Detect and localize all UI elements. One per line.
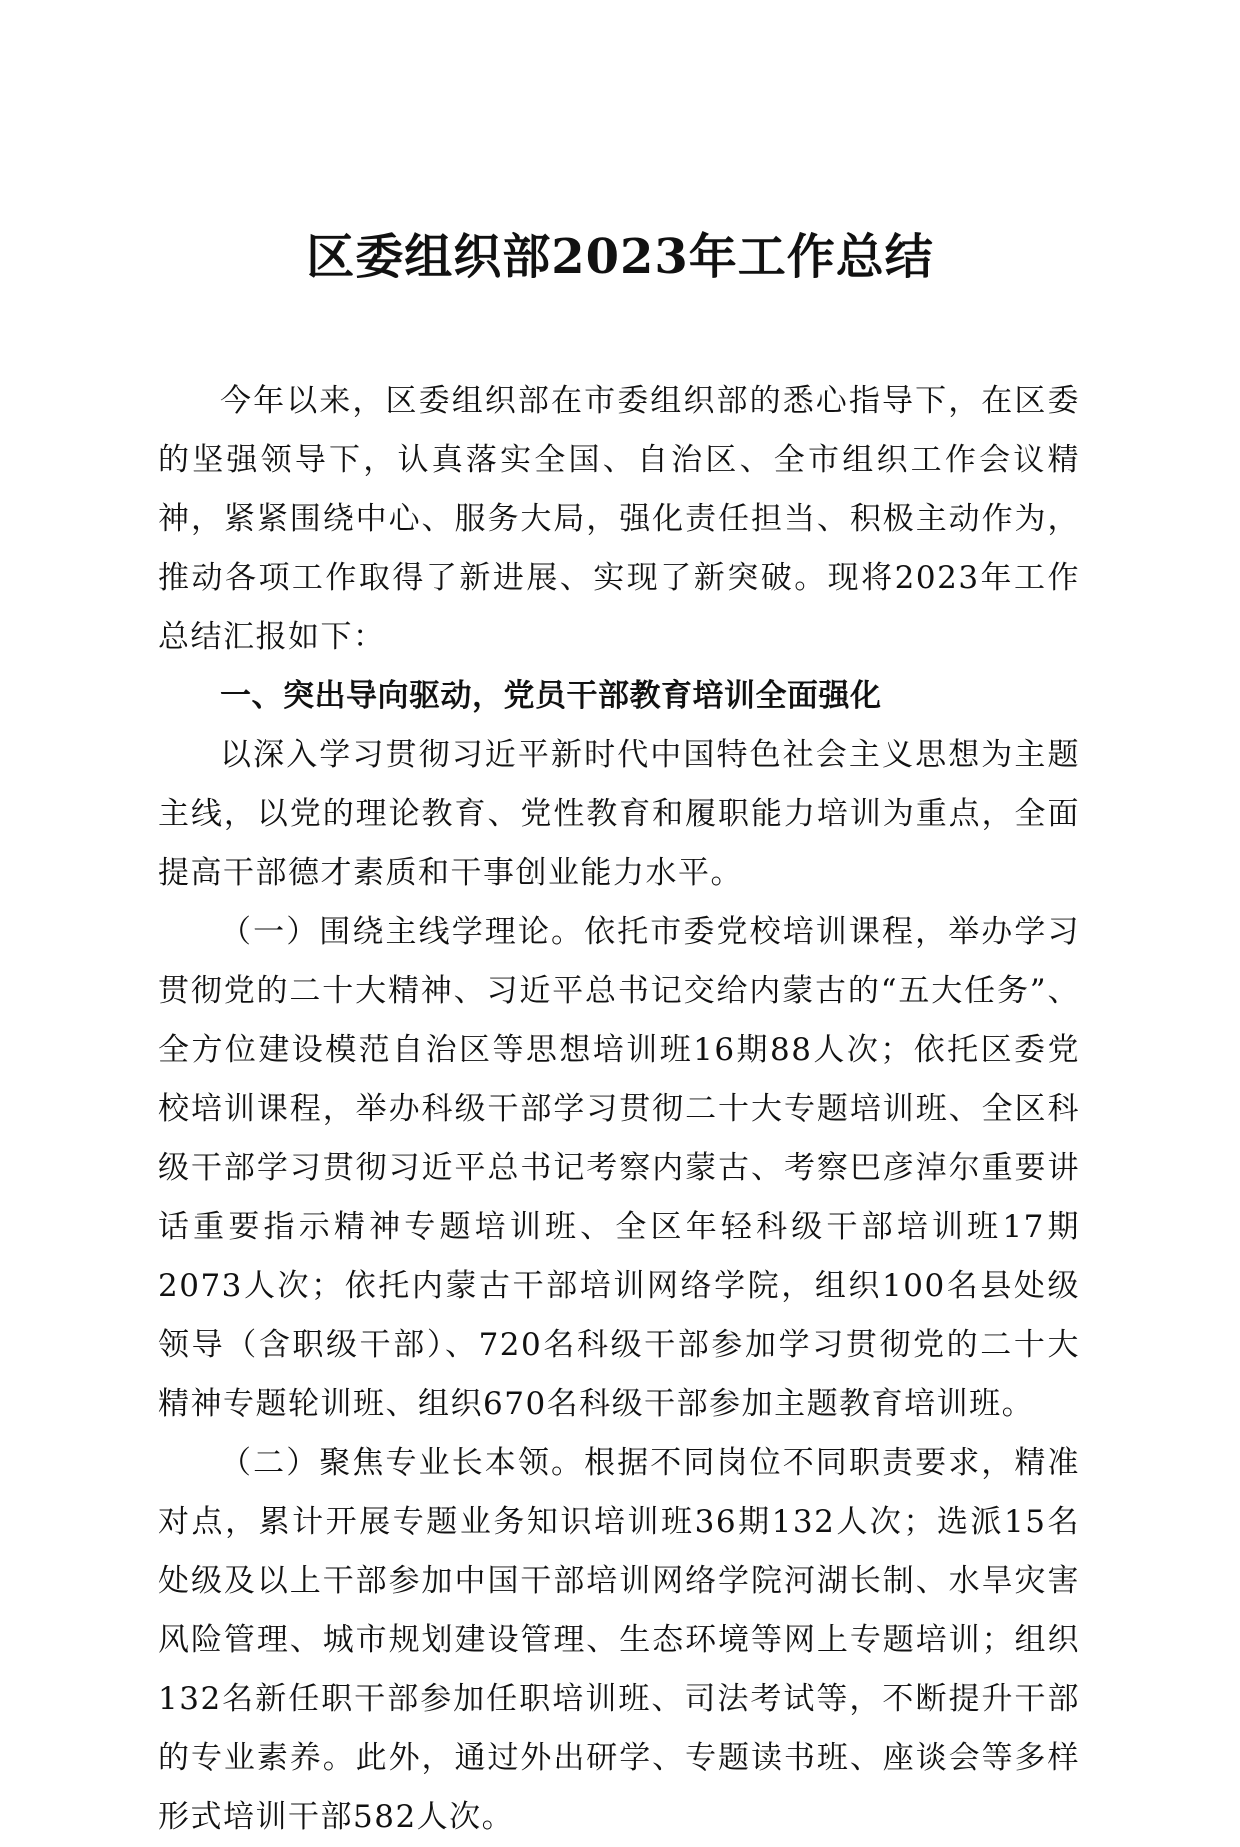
subsection-2-paragraph: （二）聚焦专业长本领。根据不同岗位不同职责要求，精准对点，累计开展专题业务知识培训班36期132人次；选派15名处级及以上干部参加中国干部培训网络学院河湖长制、水旱灾害风险管理、城市规划建设管理、生态环境等网上专题培训；组织132名新任职干部参加任职培训班、司法考试等，不断提升干部的专业素养。此外，通过外出研学、专题读书班、座谈会等多样形式培训干部582人次。	[158, 1445, 1080, 1835]
section-heading-1: 一、突出导向驱动，党员干部教育培训全面强化	[220, 678, 882, 714]
document-body	[158, 372, 1080, 1847]
subsection-1-paragraph: （一）围绕主线学理论。依托市委党校培训课程，举办学习贯彻党的二十大精神、习近平总书记交给内蒙古的“五大任务”、全方位建设模范自治区等思想培训班16期88人次；依托区委党校培训课程，举办科级干部学习贯彻二十大专题培训班、全区科级干部学习贯彻习近平总书记考察内蒙古、考察巴彦淖尔重要讲话重要指示精神专题培训班、全区年轻科级干部培训班17期2073人次；依托内蒙古干部培训网络学院，组织100名县处级领导（含职级干部）、720名科级干部参加学习贯彻党的二十大精神专题轮训班、组织670名科级干部参加主题教育培训班。	[158, 914, 1080, 1422]
intro-paragraph: 今年以来，区委组织部在市委组织部的悉心指导下，在区委的坚强领导下，认真落实全国、自治区、全市组织工作会议精神，紧紧围绕中心、服务大局，强化责任担当、积极主动作为，推动各项工作取得了新进展、实现了新突破。现将2023年工作总结汇报如下：	[158, 383, 1080, 655]
document-title: 区委组织部2023年工作总结	[306, 229, 934, 285]
section-1-summary-paragraph: 以深入学习贯彻习近平新时代中国特色社会主义思想为主题主线，以党的理论教育、党性教育和履职能力培训为重点，全面提高干部德才素质和干事创业能力水平。	[158, 737, 1080, 891]
